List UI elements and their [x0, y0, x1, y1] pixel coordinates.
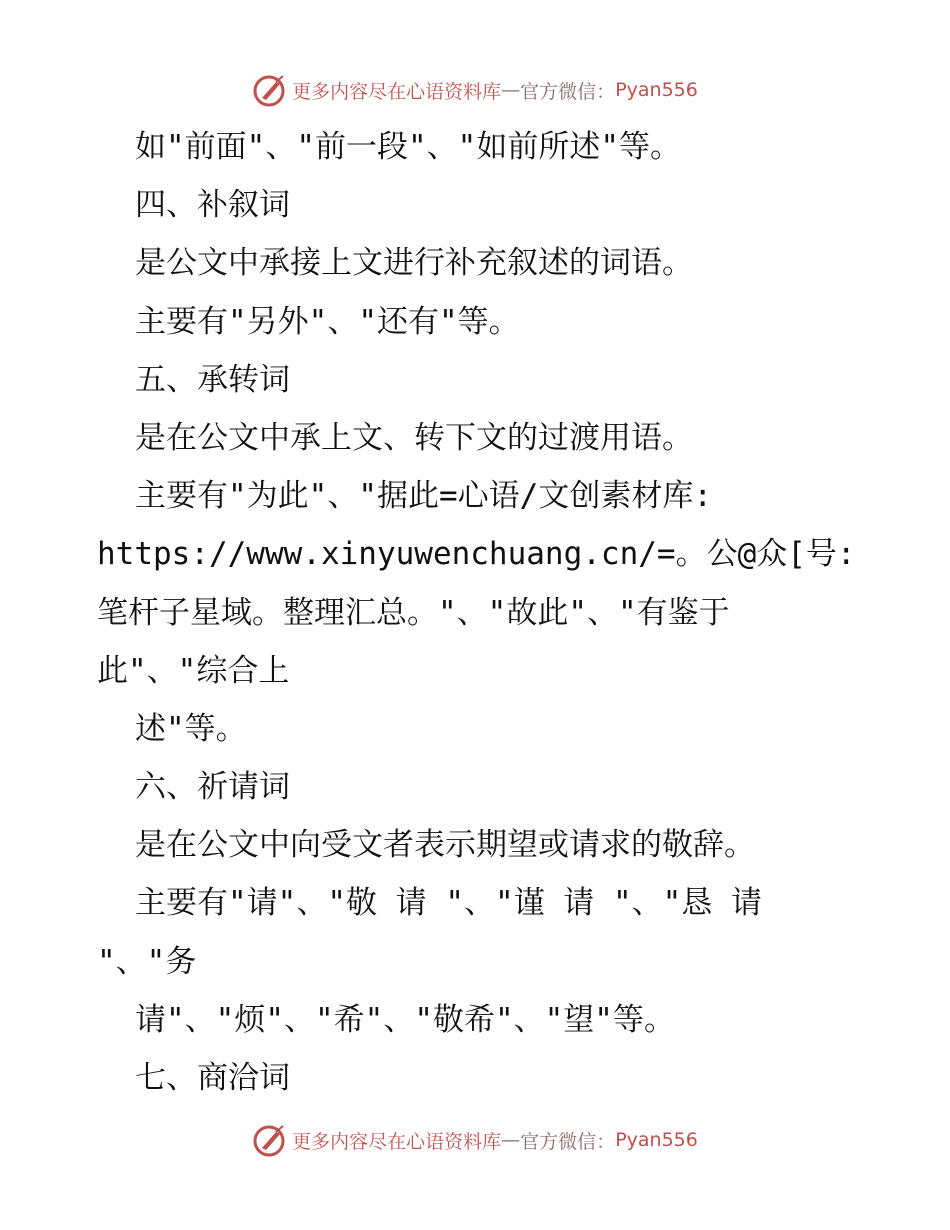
header-watermark [0, 70, 950, 110]
document-body [97, 118, 857, 1107]
watermark-id: Pyan556 [615, 1129, 698, 1151]
watermark-separator: — [501, 79, 521, 101]
text-line: 七、商洽词 [135, 1060, 290, 1096]
watermark-text: 更多内容尽在心语资料库 [292, 80, 502, 103]
watermark-label: 官方微信： [520, 1130, 616, 1153]
text-line: 请"、"烦"、"希"、"敬希"、"望"等。 [135, 1001, 675, 1038]
text-line: https://www.xinyuwenchuang.cn/=。公@众[号: [97, 536, 856, 573]
footer-watermark [0, 1120, 950, 1160]
watermark-text: 更多内容尽在心语资料库 [292, 1130, 502, 1153]
watermark-separator: — [501, 1129, 521, 1151]
text-line: 主要有"另外"、"还有"等。 [135, 303, 520, 340]
text-line: 述"等。 [135, 710, 247, 747]
text-line: 是在公文中承上文、转下文的过渡用语。 [135, 419, 693, 456]
watermark-label: 官方微信： [520, 80, 616, 103]
text-line: 主要有"请"、"敬 请 "、"谨 请 "、"恳 请 [135, 885, 762, 922]
text-line: "、"务 [97, 943, 197, 980]
text-line: 笔杆子星域。整理汇总。"、"故此"、"有鉴于 [97, 594, 730, 631]
text-line: 五、承转词 [135, 361, 290, 398]
quill-logo-icon [252, 72, 288, 108]
text-line: 是公文中承接上文进行补充叙述的词语。 [135, 245, 693, 282]
text-line: 是在公文中向受文者表示期望或请求的敬辞。 [135, 827, 755, 864]
text-line: 四、补叙词 [135, 187, 290, 224]
text-line: 如"前面"、"前一段"、"如前所述"等。 [135, 129, 681, 165]
watermark-id: Pyan556 [615, 79, 698, 101]
text-line: 六、祈请词 [135, 769, 290, 806]
text-line: 主要有"为此"、"据此=心语/文创素材库: [135, 478, 712, 515]
text-line: 此"、"综合上 [97, 652, 290, 689]
quill-logo-icon [252, 1122, 288, 1158]
